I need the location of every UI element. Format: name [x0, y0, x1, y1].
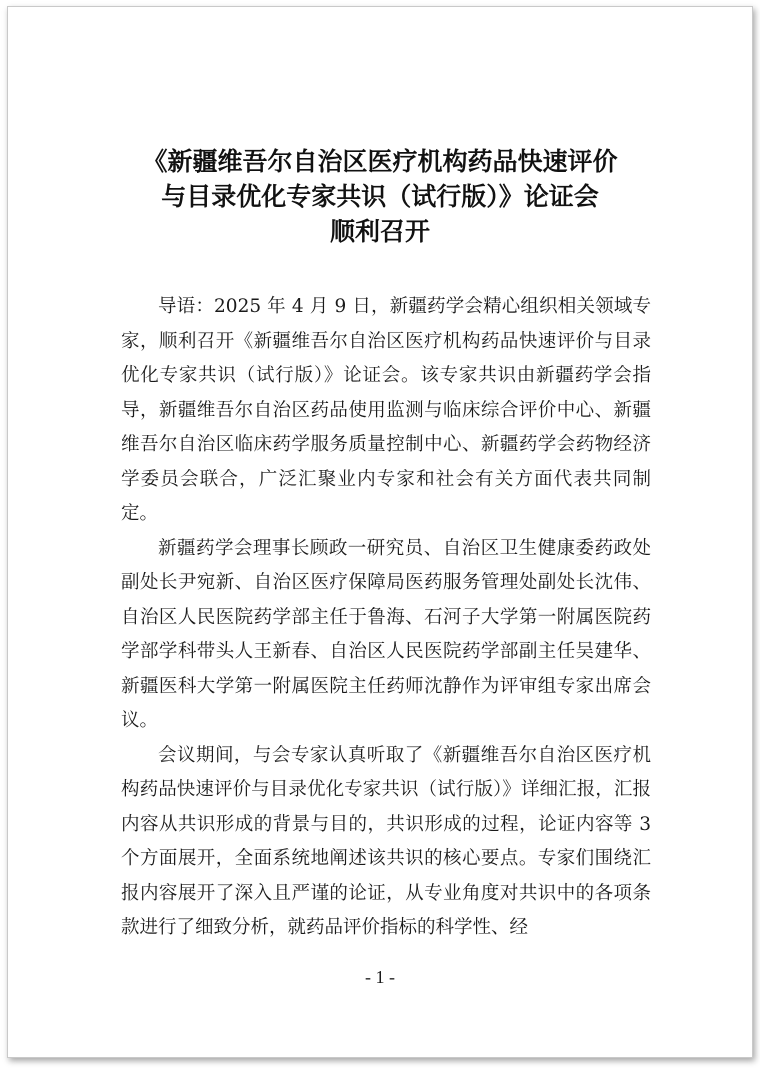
document-page [7, 6, 753, 1058]
article-body [121, 290, 651, 946]
article-title [8, 144, 752, 249]
title-line-1: 《新疆维吾尔自治区医疗机构药品快速评价 [142, 147, 618, 176]
title-line-2: 与目录优化专家共识（试行版）》论证会 [161, 182, 599, 211]
paragraph-intro: 导语：2025 年 4 月 9 日，新疆药学会精心组织相关领域专家，顺利召开《新疆维吾尔自治区医疗机构药品快速评价与目录优化专家共识（试行版）》论证会。该专家共识由新疆药学会指导，新疆维吾尔自治区药品使用监测与临床综合评价中心、新疆维吾尔自治区临床药学服务质量控制中心、新疆药学会药物经济学委员会联合，广泛汇聚业内专家和社会有关方面代表共同制定。 [121, 296, 651, 524]
paragraph-meeting: 会议期间，与会专家认真听取了《新疆维吾尔自治区医疗机构药品快速评价与目录优化专家共识（试行版）》详细汇报，汇报内容从共识形成的背景与目的，共识形成的过程，论证内容等 3 个方面展开，全面系统地阐述该共识的核心要点。专家们围绕汇报内容展开了深入且严谨的论证，从专业角度对共识中的各项条款进行了细致分析，就药品评价指标的科学性、经 [121, 744, 651, 938]
title-line-3: 顺利召开 [329, 217, 430, 246]
paragraph-attendees: 新疆药学会理事长顾政一研究员、自治区卫生健康委药政处副处长尹宛新、自治区医疗保障局医药服务管理处副处长沈伟、自治区人民医院药学部主任于鲁海、石河子大学第一附属医院药学部学科带头人王新春、自治区人民医院药学部副主任吴建华、新疆医科大学第一附属医院主任药师沈静作为评审组专家出席会议。 [121, 537, 651, 731]
page-number: - 1 - [365, 967, 395, 987]
